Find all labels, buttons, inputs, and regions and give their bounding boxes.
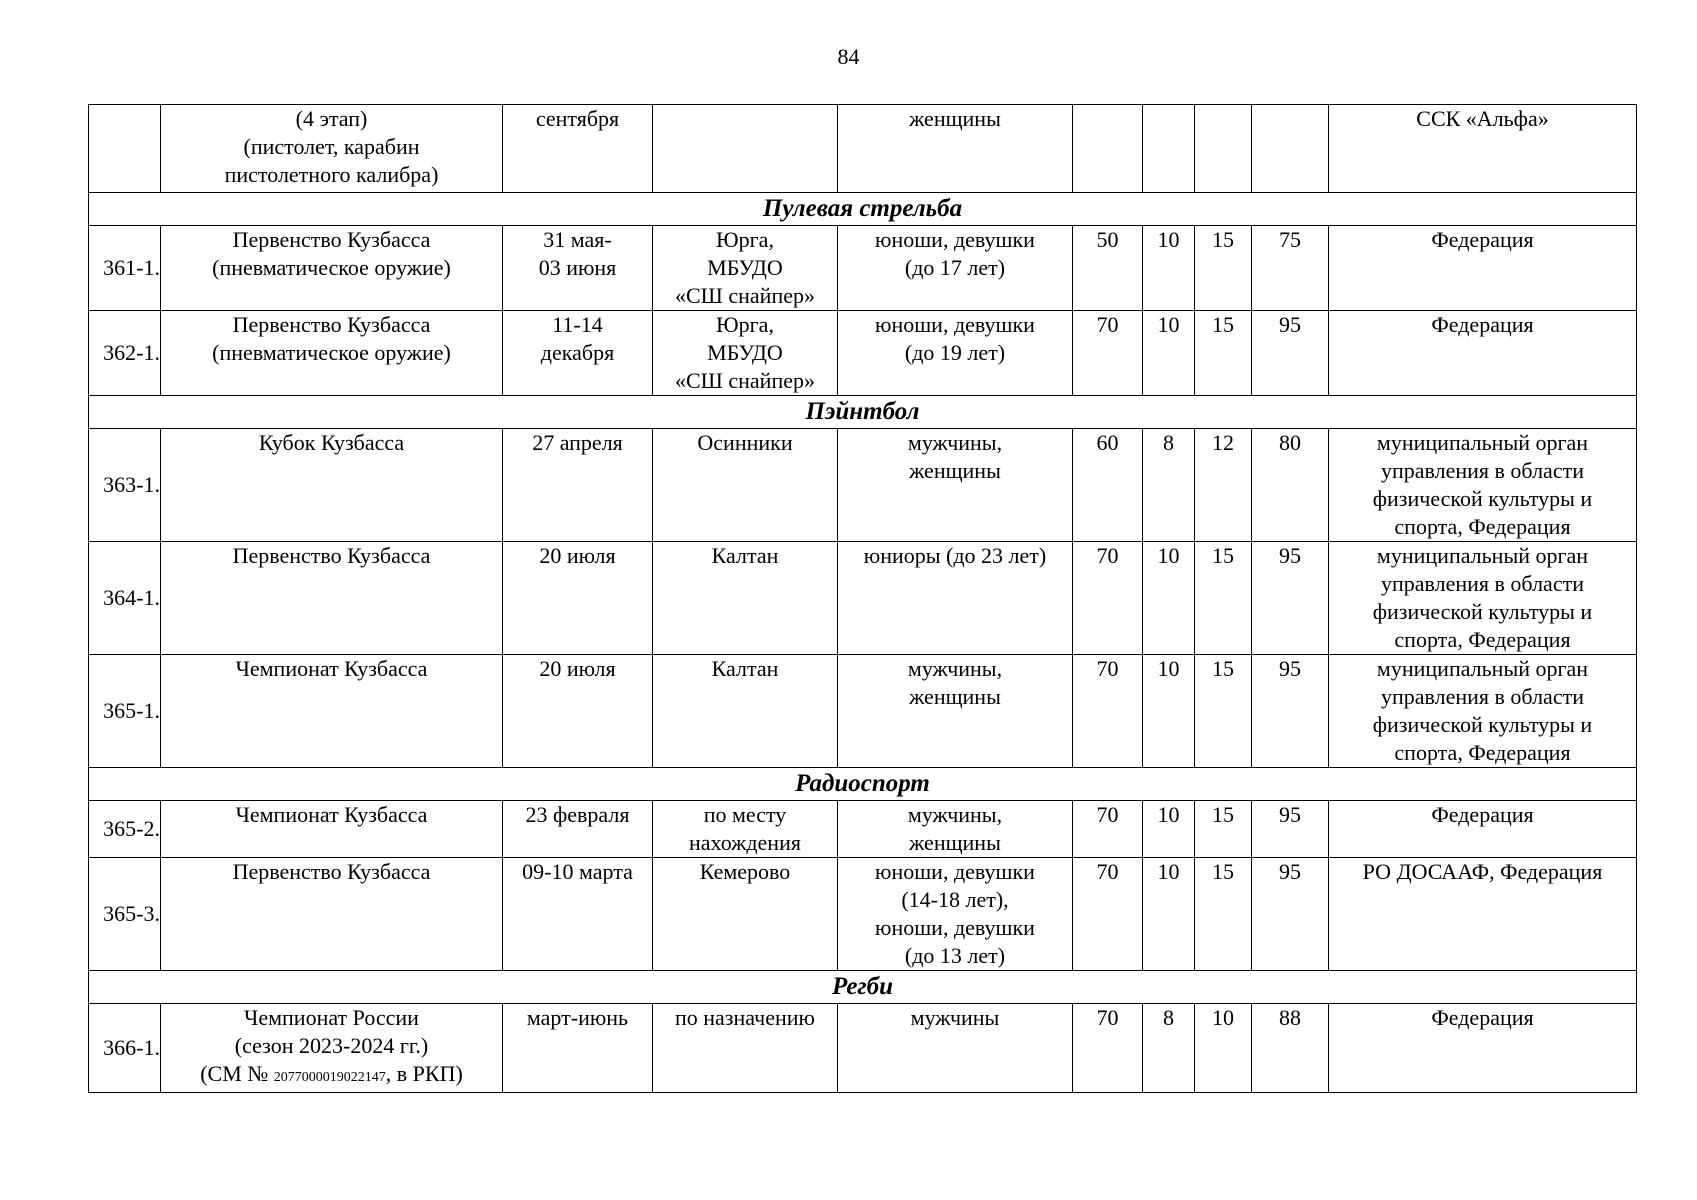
cell-total: 95 bbox=[1252, 542, 1329, 655]
cell-event-name: Чемпионат Кузбасса bbox=[161, 655, 503, 768]
cell-dates: 20 июля bbox=[503, 655, 653, 768]
cell-number: 364-1. bbox=[89, 542, 161, 655]
cell-dates: 11-14 декабря bbox=[503, 311, 653, 396]
cell-organizer: Федерация bbox=[1329, 311, 1637, 396]
cell-judges: 15 bbox=[1195, 655, 1252, 768]
table-row bbox=[89, 542, 1637, 655]
section-header-row bbox=[89, 768, 1637, 801]
cell-organizer: Федерация bbox=[1329, 801, 1637, 858]
section-header-row bbox=[89, 193, 1637, 226]
cell-judges bbox=[1195, 105, 1252, 193]
cell-athletes: 70 bbox=[1073, 858, 1143, 971]
cell-total: 95 bbox=[1252, 858, 1329, 971]
cell-judges: 15 bbox=[1195, 858, 1252, 971]
cell-organizer: Федерация bbox=[1329, 226, 1637, 311]
cell-judges: 10 bbox=[1195, 1004, 1252, 1093]
cell-dates: 23 февраля bbox=[503, 801, 653, 858]
table-row bbox=[89, 311, 1637, 396]
section-title: Регби bbox=[89, 971, 1637, 1004]
cell-athletes: 60 bbox=[1073, 429, 1143, 542]
cell-event-name: (4 этап) (пистолет, карабин пистолетного калибра) bbox=[161, 105, 503, 193]
cell-total: 95 bbox=[1252, 311, 1329, 396]
cell-athletes bbox=[1073, 105, 1143, 193]
table-row bbox=[89, 105, 1637, 193]
cell-number: 365-2. bbox=[89, 801, 161, 858]
cell-venue: Калтан bbox=[653, 655, 838, 768]
section-header-row bbox=[89, 971, 1637, 1004]
cell-number: 365-3. bbox=[89, 858, 161, 971]
cell-coaches: 10 bbox=[1143, 858, 1195, 971]
cell-judges: 15 bbox=[1195, 311, 1252, 396]
cell-dates: сентября bbox=[503, 105, 653, 193]
table-row bbox=[89, 858, 1637, 971]
cell-dates: 31 мая- 03 июня bbox=[503, 226, 653, 311]
cell-organizer: муниципальный орган управления в области физической культуры и спорта, Федерация bbox=[1329, 542, 1637, 655]
cell-athletes: 70 bbox=[1073, 801, 1143, 858]
cell-dates: 27 апреля bbox=[503, 429, 653, 542]
cell-coaches: 8 bbox=[1143, 429, 1195, 542]
table-row bbox=[89, 429, 1637, 542]
cell-coaches: 8 bbox=[1143, 1004, 1195, 1093]
cell-participants: мужчины bbox=[838, 1004, 1073, 1093]
section-title: Пулевая стрельба bbox=[89, 193, 1637, 226]
cell-event-name: Чемпионат России (сезон 2023-2024 гг.) (СМ № 2077000019022147, в РКП) bbox=[161, 1004, 503, 1093]
cell-participants: юноши, девушки (до 17 лет) bbox=[838, 226, 1073, 311]
cell-judges: 15 bbox=[1195, 226, 1252, 311]
cell-judges: 15 bbox=[1195, 801, 1252, 858]
table-row bbox=[89, 801, 1637, 858]
cell-venue bbox=[653, 105, 838, 193]
cell-organizer: ССК «Альфа» bbox=[1329, 105, 1637, 193]
cell-participants: женщины bbox=[838, 105, 1073, 193]
cell-coaches: 10 bbox=[1143, 801, 1195, 858]
cell-coaches: 10 bbox=[1143, 655, 1195, 768]
cell-coaches: 10 bbox=[1143, 542, 1195, 655]
cell-athletes: 70 bbox=[1073, 655, 1143, 768]
cell-coaches bbox=[1143, 105, 1195, 193]
cell-venue: по месту нахождения bbox=[653, 801, 838, 858]
events-table bbox=[88, 104, 1637, 1093]
cell-coaches: 10 bbox=[1143, 311, 1195, 396]
cell-number: 365-1. bbox=[89, 655, 161, 768]
cell-athletes: 70 bbox=[1073, 542, 1143, 655]
cell-participants: мужчины, женщины bbox=[838, 801, 1073, 858]
cell-venue: Осинники bbox=[653, 429, 838, 542]
cell-venue: Юрга, МБУДО «СШ снайпер» bbox=[653, 311, 838, 396]
cell-athletes: 70 bbox=[1073, 311, 1143, 396]
cell-number: 362-1. bbox=[89, 311, 161, 396]
cell-number bbox=[89, 105, 161, 193]
cell-total: 95 bbox=[1252, 801, 1329, 858]
cell-number: 363-1. bbox=[89, 429, 161, 542]
cell-organizer: Федерация bbox=[1329, 1004, 1637, 1093]
table-row bbox=[89, 226, 1637, 311]
section-header-row bbox=[89, 396, 1637, 429]
cell-athletes: 50 bbox=[1073, 226, 1143, 311]
cell-total bbox=[1252, 105, 1329, 193]
cell-organizer: муниципальный орган управления в области физической культуры и спорта, Федерация bbox=[1329, 655, 1637, 768]
cell-organizer: муниципальный орган управления в области физической культуры и спорта, Федерация bbox=[1329, 429, 1637, 542]
section-title: Радиоспорт bbox=[89, 768, 1637, 801]
cell-athletes: 70 bbox=[1073, 1004, 1143, 1093]
table-row bbox=[89, 655, 1637, 768]
cell-total: 88 bbox=[1252, 1004, 1329, 1093]
section-title: Пэйнтбол bbox=[89, 396, 1637, 429]
cell-venue: Кемерово bbox=[653, 858, 838, 971]
cell-event-name: Первенство Кузбасса bbox=[161, 858, 503, 971]
cell-organizer: РО ДОСААФ, Федерация bbox=[1329, 858, 1637, 971]
cell-coaches: 10 bbox=[1143, 226, 1195, 311]
cell-participants: юниоры (до 23 лет) bbox=[838, 542, 1073, 655]
cell-participants: юноши, девушки (до 19 лет) bbox=[838, 311, 1073, 396]
cell-venue: Калтан bbox=[653, 542, 838, 655]
cell-dates: 09-10 марта bbox=[503, 858, 653, 971]
cell-judges: 12 bbox=[1195, 429, 1252, 542]
cell-event-name: Кубок Кузбасса bbox=[161, 429, 503, 542]
cell-event-name: Первенство Кузбасса (пневматическое оружие) bbox=[161, 226, 503, 311]
cell-participants: мужчины, женщины bbox=[838, 429, 1073, 542]
cell-venue: по назначению bbox=[653, 1004, 838, 1093]
cell-number: 366-1. bbox=[89, 1004, 161, 1093]
cell-total: 75 bbox=[1252, 226, 1329, 311]
page-number: 84 bbox=[837, 44, 860, 69]
cell-number: 361-1. bbox=[89, 226, 161, 311]
cell-dates: март-июнь bbox=[503, 1004, 653, 1093]
cell-participants: мужчины, женщины bbox=[838, 655, 1073, 768]
registry-code: 2077000019022147 bbox=[273, 1070, 386, 1085]
cell-total: 95 bbox=[1252, 655, 1329, 768]
cell-event-name: Первенство Кузбасса bbox=[161, 542, 503, 655]
cell-total: 80 bbox=[1252, 429, 1329, 542]
cell-venue: Юрга, МБУДО «СШ снайпер» bbox=[653, 226, 838, 311]
cell-event-name: Первенство Кузбасса (пневматическое оружие) bbox=[161, 311, 503, 396]
cell-participants: юноши, девушки (14-18 лет), юноши, девушки (до 13 лет) bbox=[838, 858, 1073, 971]
cell-event-name: Чемпионат Кузбасса bbox=[161, 801, 503, 858]
cell-judges: 15 bbox=[1195, 542, 1252, 655]
table-row bbox=[89, 1004, 1637, 1093]
cell-dates: 20 июля bbox=[503, 542, 653, 655]
